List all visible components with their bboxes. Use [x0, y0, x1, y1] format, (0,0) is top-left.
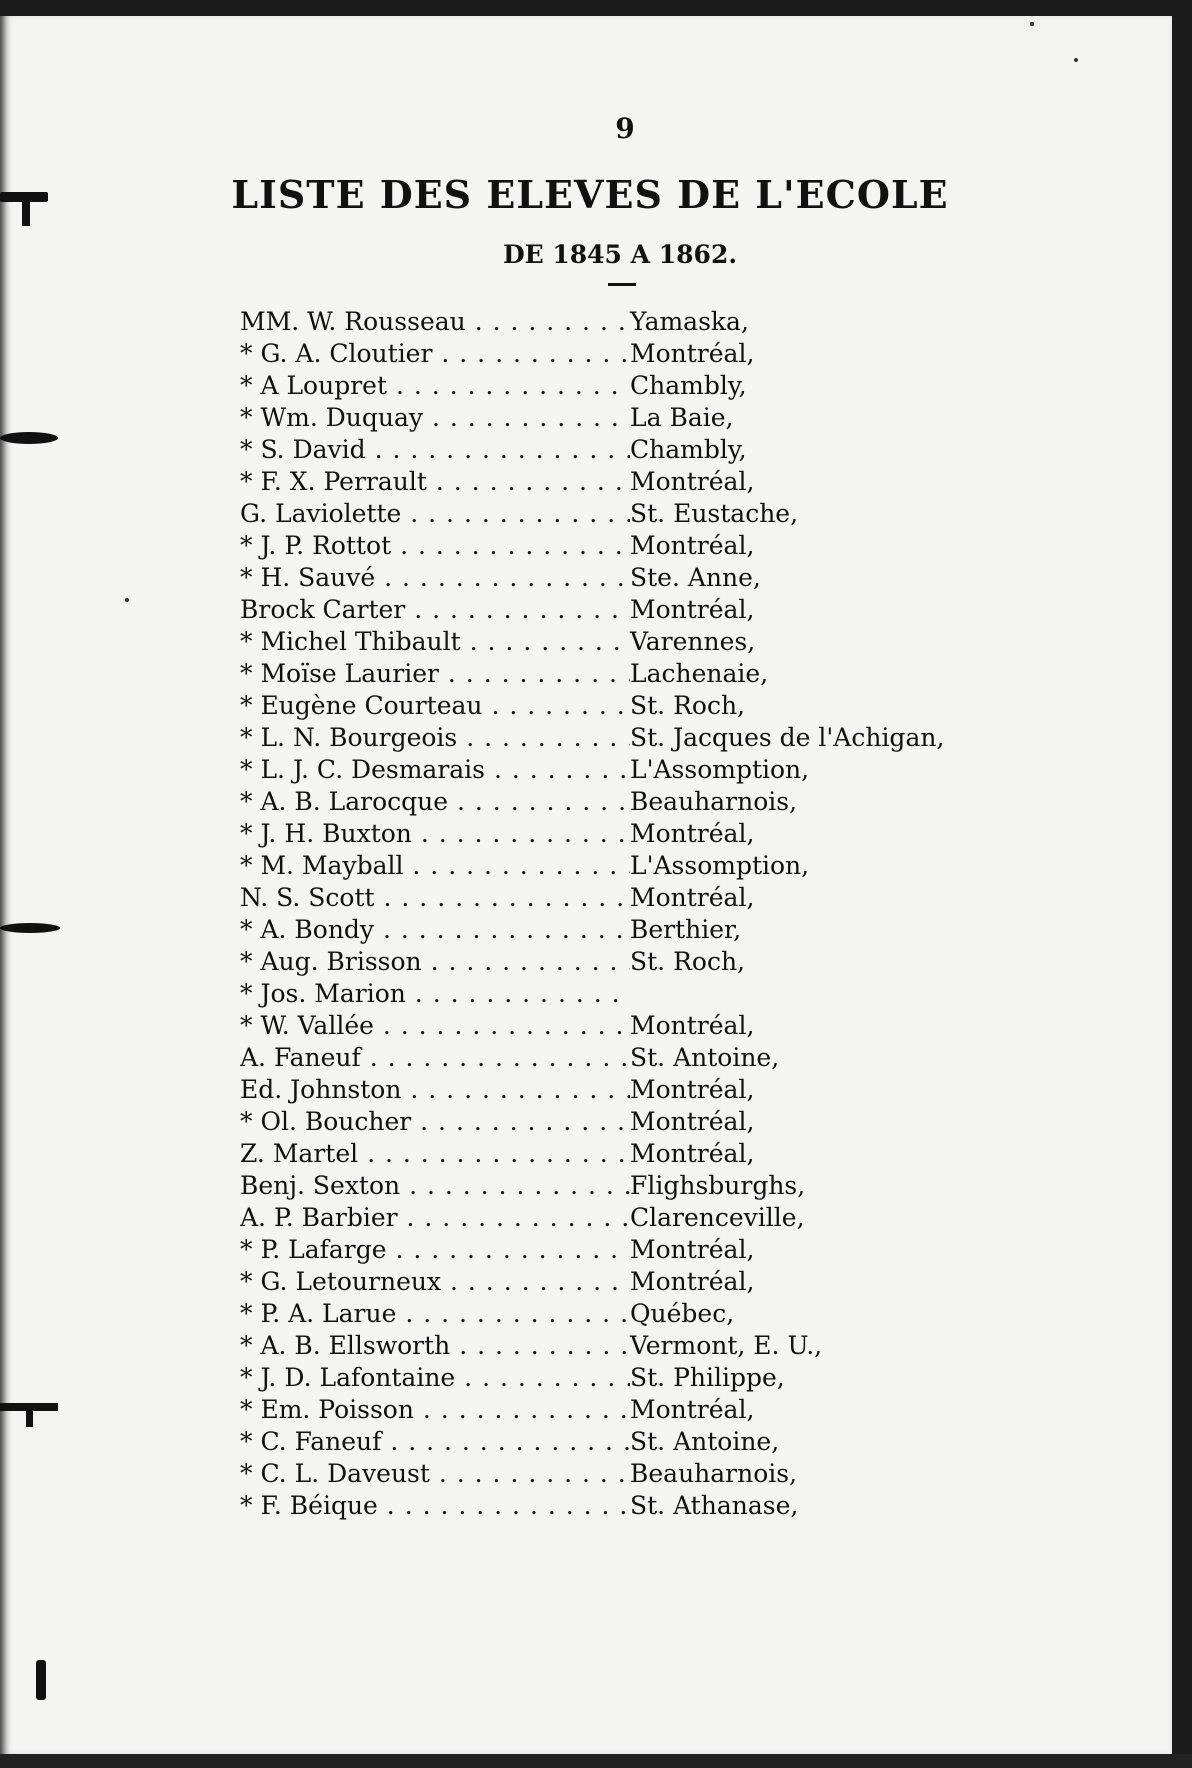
- student-list: [240, 306, 960, 1522]
- student-name: * J. P. Rottot . . .: [240, 530, 630, 562]
- student-name: * J. D. Lafontaine . . .: [240, 1362, 630, 1394]
- list-item: [240, 1330, 960, 1362]
- page-subtitle: DE 1845 A 1862.: [502, 240, 738, 269]
- list-item: [240, 530, 960, 562]
- student-place: Chambly,: [630, 435, 747, 464]
- student-name: * Jos. Marion . . .: [240, 978, 630, 1010]
- list-item: [240, 658, 960, 690]
- student-name: * A. Bondy . . .: [240, 914, 630, 946]
- page-title: LISTE DES ELEVES DE L'ECOLE: [231, 172, 949, 217]
- student-name: * Ol. Boucher . . .: [240, 1106, 630, 1138]
- student-name: * A. B. Ellsworth . . .: [240, 1330, 630, 1362]
- student-place: Yamaska,: [630, 307, 749, 336]
- list-item: [240, 722, 960, 754]
- ink-speck: [1030, 22, 1034, 26]
- list-item: [240, 1234, 960, 1266]
- student-place: Montréal,: [630, 819, 755, 848]
- list-item: [240, 1362, 960, 1394]
- student-name: * G. Letourneux . . .: [240, 1266, 630, 1298]
- student-place: St. Philippe,: [630, 1363, 785, 1392]
- student-name: * Eugène Courteau . . .: [240, 690, 630, 722]
- student-place: Québec,: [630, 1299, 735, 1328]
- list-item: [240, 306, 960, 338]
- student-name: * P. A. Larue . . .: [240, 1298, 630, 1330]
- student-name: N. S. Scott . . .: [240, 882, 630, 914]
- list-item: [240, 434, 960, 466]
- student-name: * C. Faneuf . . .: [240, 1426, 630, 1458]
- student-place: St. Jacques de l'Achigan,: [630, 723, 945, 752]
- student-name: * P. Lafarge . . .: [240, 1234, 630, 1266]
- ink-speck: [125, 598, 129, 602]
- student-place: St. Roch,: [630, 691, 745, 720]
- student-place: Montréal,: [630, 1011, 755, 1040]
- list-item: [240, 1106, 960, 1138]
- student-name: * Michel Thibault . . .: [240, 626, 630, 658]
- student-name: * L. J. C. Desmarais . . .: [240, 754, 630, 786]
- list-item: [240, 1074, 960, 1106]
- student-place: Montréal,: [630, 1075, 755, 1104]
- list-item: [240, 594, 960, 626]
- ink-speck: [1074, 58, 1078, 62]
- title-rule: [608, 283, 636, 286]
- list-item: [240, 1426, 960, 1458]
- margin-mark: [26, 1403, 33, 1427]
- margin-mark: [0, 923, 60, 933]
- student-name: * A. B. Larocque . . .: [240, 786, 630, 818]
- student-place: La Baie,: [630, 403, 734, 432]
- scan-edge-bottom: [0, 1754, 1192, 1768]
- student-name: Ed. Johnston . . .: [240, 1074, 630, 1106]
- margin-mark: [0, 432, 58, 444]
- student-place: Chambly,: [630, 371, 747, 400]
- student-place: St. Antoine,: [630, 1043, 780, 1072]
- student-place: L'Assomption,: [630, 851, 810, 880]
- list-item: [240, 850, 960, 882]
- list-item: [240, 786, 960, 818]
- student-name: * M. Mayball . . .: [240, 850, 630, 882]
- student-name: * G. A. Cloutier . . .: [240, 338, 630, 370]
- list-item: [240, 1010, 960, 1042]
- list-item: [240, 338, 960, 370]
- student-place: L'Assomption,: [630, 755, 810, 784]
- list-item: [240, 1138, 960, 1170]
- list-item: [240, 466, 960, 498]
- list-item: [240, 402, 960, 434]
- list-item: [240, 818, 960, 850]
- list-item: [240, 1202, 960, 1234]
- student-name: * C. L. Daveust . . .: [240, 1458, 630, 1490]
- student-place: Montréal,: [630, 1235, 755, 1264]
- student-place: Flighsburghs,: [630, 1171, 806, 1200]
- list-item: [240, 498, 960, 530]
- student-place: St. Roch,: [630, 947, 745, 976]
- student-place: St. Antoine,: [630, 1427, 780, 1456]
- student-place: Montréal,: [630, 1139, 755, 1168]
- student-place: St. Athanase,: [630, 1491, 799, 1520]
- list-item: [240, 978, 960, 1010]
- list-item: [240, 1458, 960, 1490]
- student-place: Beauharnois,: [630, 1459, 798, 1488]
- student-name: * Aug. Brisson . . .: [240, 946, 630, 978]
- page-number: 9: [615, 112, 635, 145]
- scan-edge-right: [1172, 0, 1192, 1768]
- student-name: * F. X. Perrault . . .: [240, 466, 630, 498]
- list-item: [240, 370, 960, 402]
- list-item: [240, 1266, 960, 1298]
- list-item: [240, 1042, 960, 1074]
- student-place: St. Eustache,: [630, 499, 799, 528]
- student-place: Montréal,: [630, 1107, 755, 1136]
- student-name: * Wm. Duquay . . .: [240, 402, 630, 434]
- student-place: Lachenaie,: [630, 659, 769, 688]
- student-name: * S. David . . .: [240, 434, 630, 466]
- student-name: G. Laviolette . . .: [240, 498, 630, 530]
- student-name: * H. Sauvé . . .: [240, 562, 630, 594]
- list-item: [240, 1394, 960, 1426]
- student-name: * Moïse Laurier . . .: [240, 658, 630, 690]
- student-place: Montréal,: [630, 883, 755, 912]
- student-name: * A Loupret . . .: [240, 370, 630, 402]
- student-place: Montréal,: [630, 595, 755, 624]
- student-place: Beauharnois,: [630, 787, 798, 816]
- list-item: [240, 946, 960, 978]
- scan-edge-top: [0, 0, 1192, 16]
- student-name: * Em. Poisson . . .: [240, 1394, 630, 1426]
- student-name: Z. Martel . . .: [240, 1138, 630, 1170]
- student-place: Vermont, E. U.,: [630, 1331, 823, 1360]
- student-place: Ste. Anne,: [630, 563, 761, 592]
- list-item: [240, 690, 960, 722]
- student-place: Berthier,: [630, 915, 742, 944]
- student-name: MM. W. Rousseau . . .: [240, 306, 630, 338]
- student-place: Montréal,: [630, 531, 755, 560]
- list-item: [240, 754, 960, 786]
- list-item: [240, 562, 960, 594]
- student-name: * F. Béique . . .: [240, 1490, 630, 1522]
- student-name: * J. H. Buxton . . .: [240, 818, 630, 850]
- list-item: [240, 1490, 960, 1522]
- list-item: [240, 1298, 960, 1330]
- student-place: Montréal,: [630, 467, 755, 496]
- student-name: * L. N. Bourgeois . . .: [240, 722, 630, 754]
- student-name: Brock Carter . . .: [240, 594, 630, 626]
- student-place: Montréal,: [630, 1395, 755, 1424]
- student-place: Montréal,: [630, 1267, 755, 1296]
- student-name: A. P. Barbier . . .: [240, 1202, 630, 1234]
- list-item: [240, 882, 960, 914]
- list-item: [240, 914, 960, 946]
- margin-mark: [22, 192, 30, 226]
- student-name: * W. Vallée . . .: [240, 1010, 630, 1042]
- student-place: Varennes,: [630, 627, 756, 656]
- margin-mark: [36, 1660, 46, 1700]
- list-item: [240, 1170, 960, 1202]
- student-name: A. Faneuf . . .: [240, 1042, 630, 1074]
- student-place: Clarenceville,: [630, 1203, 805, 1232]
- student-name: Benj. Sexton . . .: [240, 1170, 630, 1202]
- list-item: [240, 626, 960, 658]
- student-place: Montréal,: [630, 339, 755, 368]
